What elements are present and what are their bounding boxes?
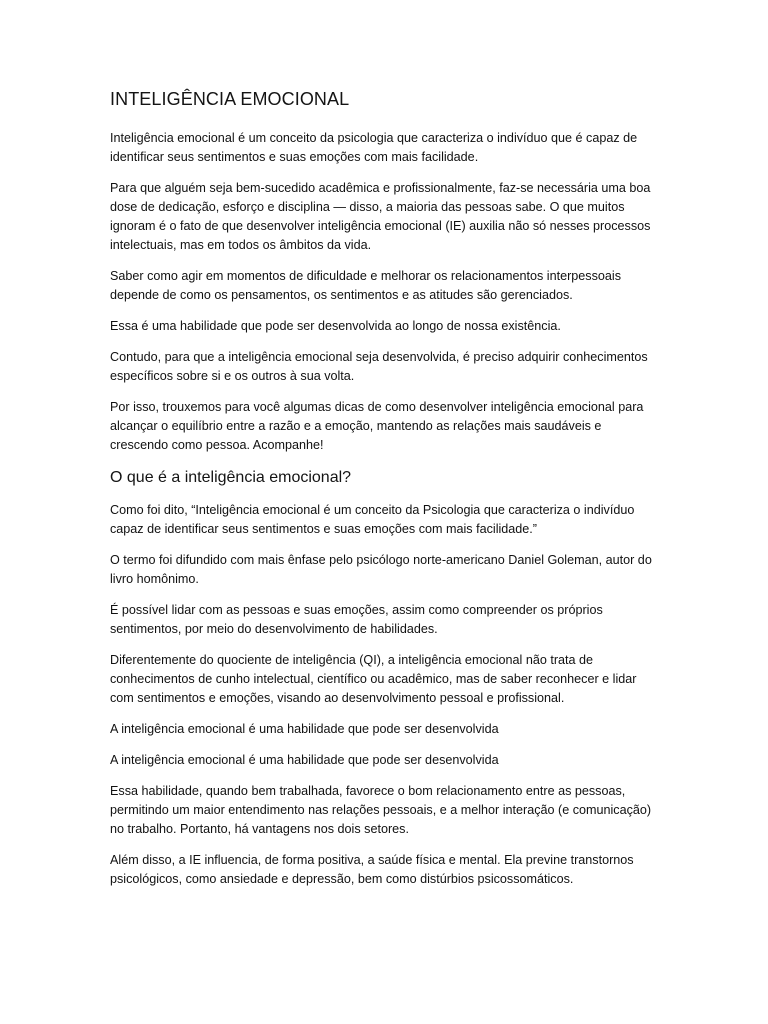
paragraph-section-7: Essa habilidade, quando bem trabalhada, favorece o bom relacionamento entre as pessoas, permitindo um maior entendimento nas relações pessoais, e a melhor interação (e comunicação) no trabalho. Portanto, há vantagens nos dois setores.: [110, 784, 652, 836]
document-title: INTELIGÊNCIA EMOCIONAL: [110, 89, 350, 109]
paragraph-section-2: O termo foi difundido com mais ênfase pelo psicólogo norte-americano Daniel Goleman, autor do livro homônimo.: [110, 553, 652, 586]
paragraph-section-3: É possível lidar com as pessoas e suas emoções, assim como compreender os próprios sentimentos, por meio do desenvolvimento de habilidades.: [110, 603, 603, 636]
paragraph-intro-4: Essa é uma habilidade que pode ser desenvolvida ao longo de nossa existência.: [110, 319, 561, 333]
paragraph-section-5: A inteligência emocional é uma habilidade que pode ser desenvolvida: [110, 722, 499, 736]
paragraph-intro-2: Para que alguém seja bem-sucedido acadêmica e profissionalmente, faz-se necessária uma boa dose de dedicação, esforço e disciplina — disso, a maioria das pessoas sabe. O que muitos ignoram é o fato de que desenvolver inteligência emocional (IE) auxilia não só nesses processos intelectuais, mas em todos os âmbitos da vida.: [110, 181, 651, 252]
section-heading: O que é a inteligência emocional?: [110, 469, 352, 486]
paragraph-section-4: Diferentemente do quociente de inteligência (QI), a inteligência emocional não trata de conhecimentos de cunho intelectual, científico ou acadêmico, mas de saber reconhecer e lidar com sentimentos e emoções, visando ao desenvolvimento pessoal e profissional.: [110, 653, 637, 705]
document-page: [110, 86, 660, 901]
paragraph-intro-6: Por isso, trouxemos para você algumas dicas de como desenvolver inteligência emocional para alcançar o equilíbrio entre a razão e a emoção, mantendo as relações mais saudáveis e crescendo como pessoa. Acompanhe!: [110, 400, 644, 452]
paragraph-section-1: Como foi dito, “Inteligência emocional é um conceito da Psicologia que caracteriza o indivíduo capaz de identificar seus sentimentos e suas emoções com mais facilidade.”: [110, 503, 635, 536]
paragraph-section-8: Além disso, a IE influencia, de forma positiva, a saúde física e mental. Ela previne transtornos psicológicos, como ansiedade e depressão, bem como distúrbios psicossomáticos.: [110, 853, 634, 886]
paragraph-intro-5: Contudo, para que a inteligência emocional seja desenvolvida, é preciso adquirir conhecimentos específicos sobre si e os outros à sua volta.: [110, 350, 648, 383]
paragraph-section-6: A inteligência emocional é uma habilidade que pode ser desenvolvida: [110, 753, 499, 767]
paragraph-intro-1: Inteligência emocional é um conceito da psicologia que caracteriza o indivíduo que é capaz de identificar seus sentimentos e suas emoções com mais facilidade.: [110, 131, 638, 164]
paragraph-intro-3: Saber como agir em momentos de dificuldade e melhorar os relacionamentos interpessoais depende de como os pensamentos, os sentimentos e as atitudes são gerenciados.: [110, 269, 622, 302]
